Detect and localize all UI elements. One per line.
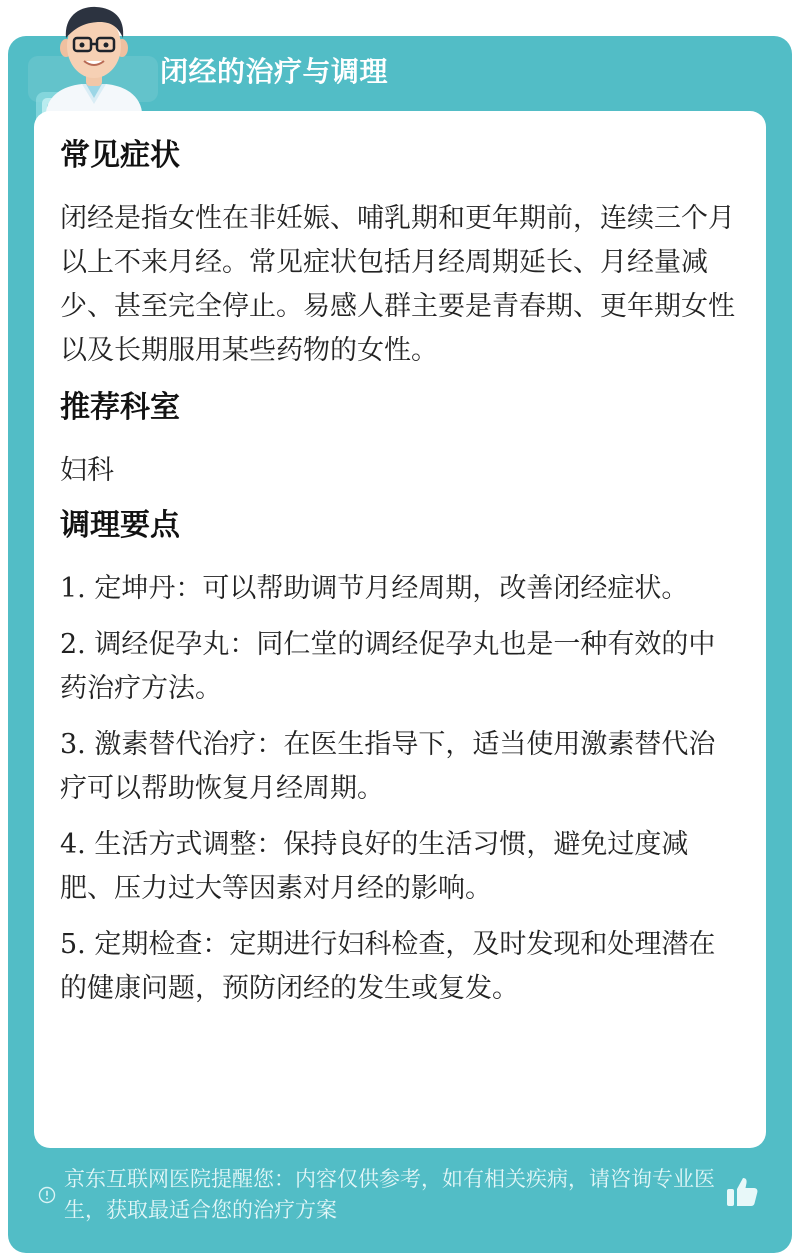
list-item <box>60 923 740 1011</box>
care-list <box>60 567 740 1011</box>
list-item-number: 4. <box>60 829 86 860</box>
symptoms-text: 闭经是指女性在非妊娠、哺乳期和更年期前，连续三个月以上不来月经。常见症状包括月经周期延长、月经量减少、甚至完全停止。易感人群主要是青春期、更年期女性以及长期服用某些药物的女性。 <box>60 203 735 366</box>
list-item-text: 调经促孕丸：同仁堂的调经促孕丸也是一种有效的中药治疗方法。 <box>60 629 716 704</box>
page-title: 闭经的治疗与调理 <box>160 55 389 88</box>
list-item-text: 定期检查：定期进行妇科检查，及时发现和处理潜在的健康问题，预防闭经的发生或复发。 <box>60 929 716 1004</box>
content-body <box>60 135 740 1023</box>
list-item <box>60 623 740 711</box>
list-item-text: 定坤丹：可以帮助调节月经周期，改善闭经症状。 <box>94 573 689 604</box>
list-item <box>60 823 740 911</box>
department-heading: 推荐科室 <box>60 390 180 425</box>
list-item <box>60 567 740 611</box>
info-icon <box>38 1186 56 1204</box>
thumbs-up-icon[interactable] <box>724 1174 760 1210</box>
doctor-avatar <box>24 0 164 112</box>
list-item <box>60 723 740 811</box>
list-item-number: 5. <box>60 929 86 960</box>
list-item-number: 2. <box>60 629 86 660</box>
department-value: 妇科 <box>60 455 114 486</box>
list-item-text: 生活方式调整：保持良好的生活习惯，避免过度减肥、压力过大等因素对月经的影响。 <box>60 829 689 904</box>
list-item-text: 激素替代治疗：在医生指导下，适当使用激素替代治疗可以帮助恢复月经周期。 <box>60 729 716 804</box>
care-heading: 调理要点 <box>60 508 180 543</box>
list-item-number: 3. <box>60 729 86 760</box>
disclaimer-footer <box>8 1160 792 1253</box>
list-item-number: 1. <box>60 573 86 604</box>
content-card <box>34 111 766 1148</box>
symptoms-heading: 常见症状 <box>60 138 180 173</box>
disclaimer-text: 京东互联网医院提醒您：内容仅供参考，如有相关疾病，请咨询专业医生，获取最适合您的治疗方案 <box>64 1167 715 1222</box>
